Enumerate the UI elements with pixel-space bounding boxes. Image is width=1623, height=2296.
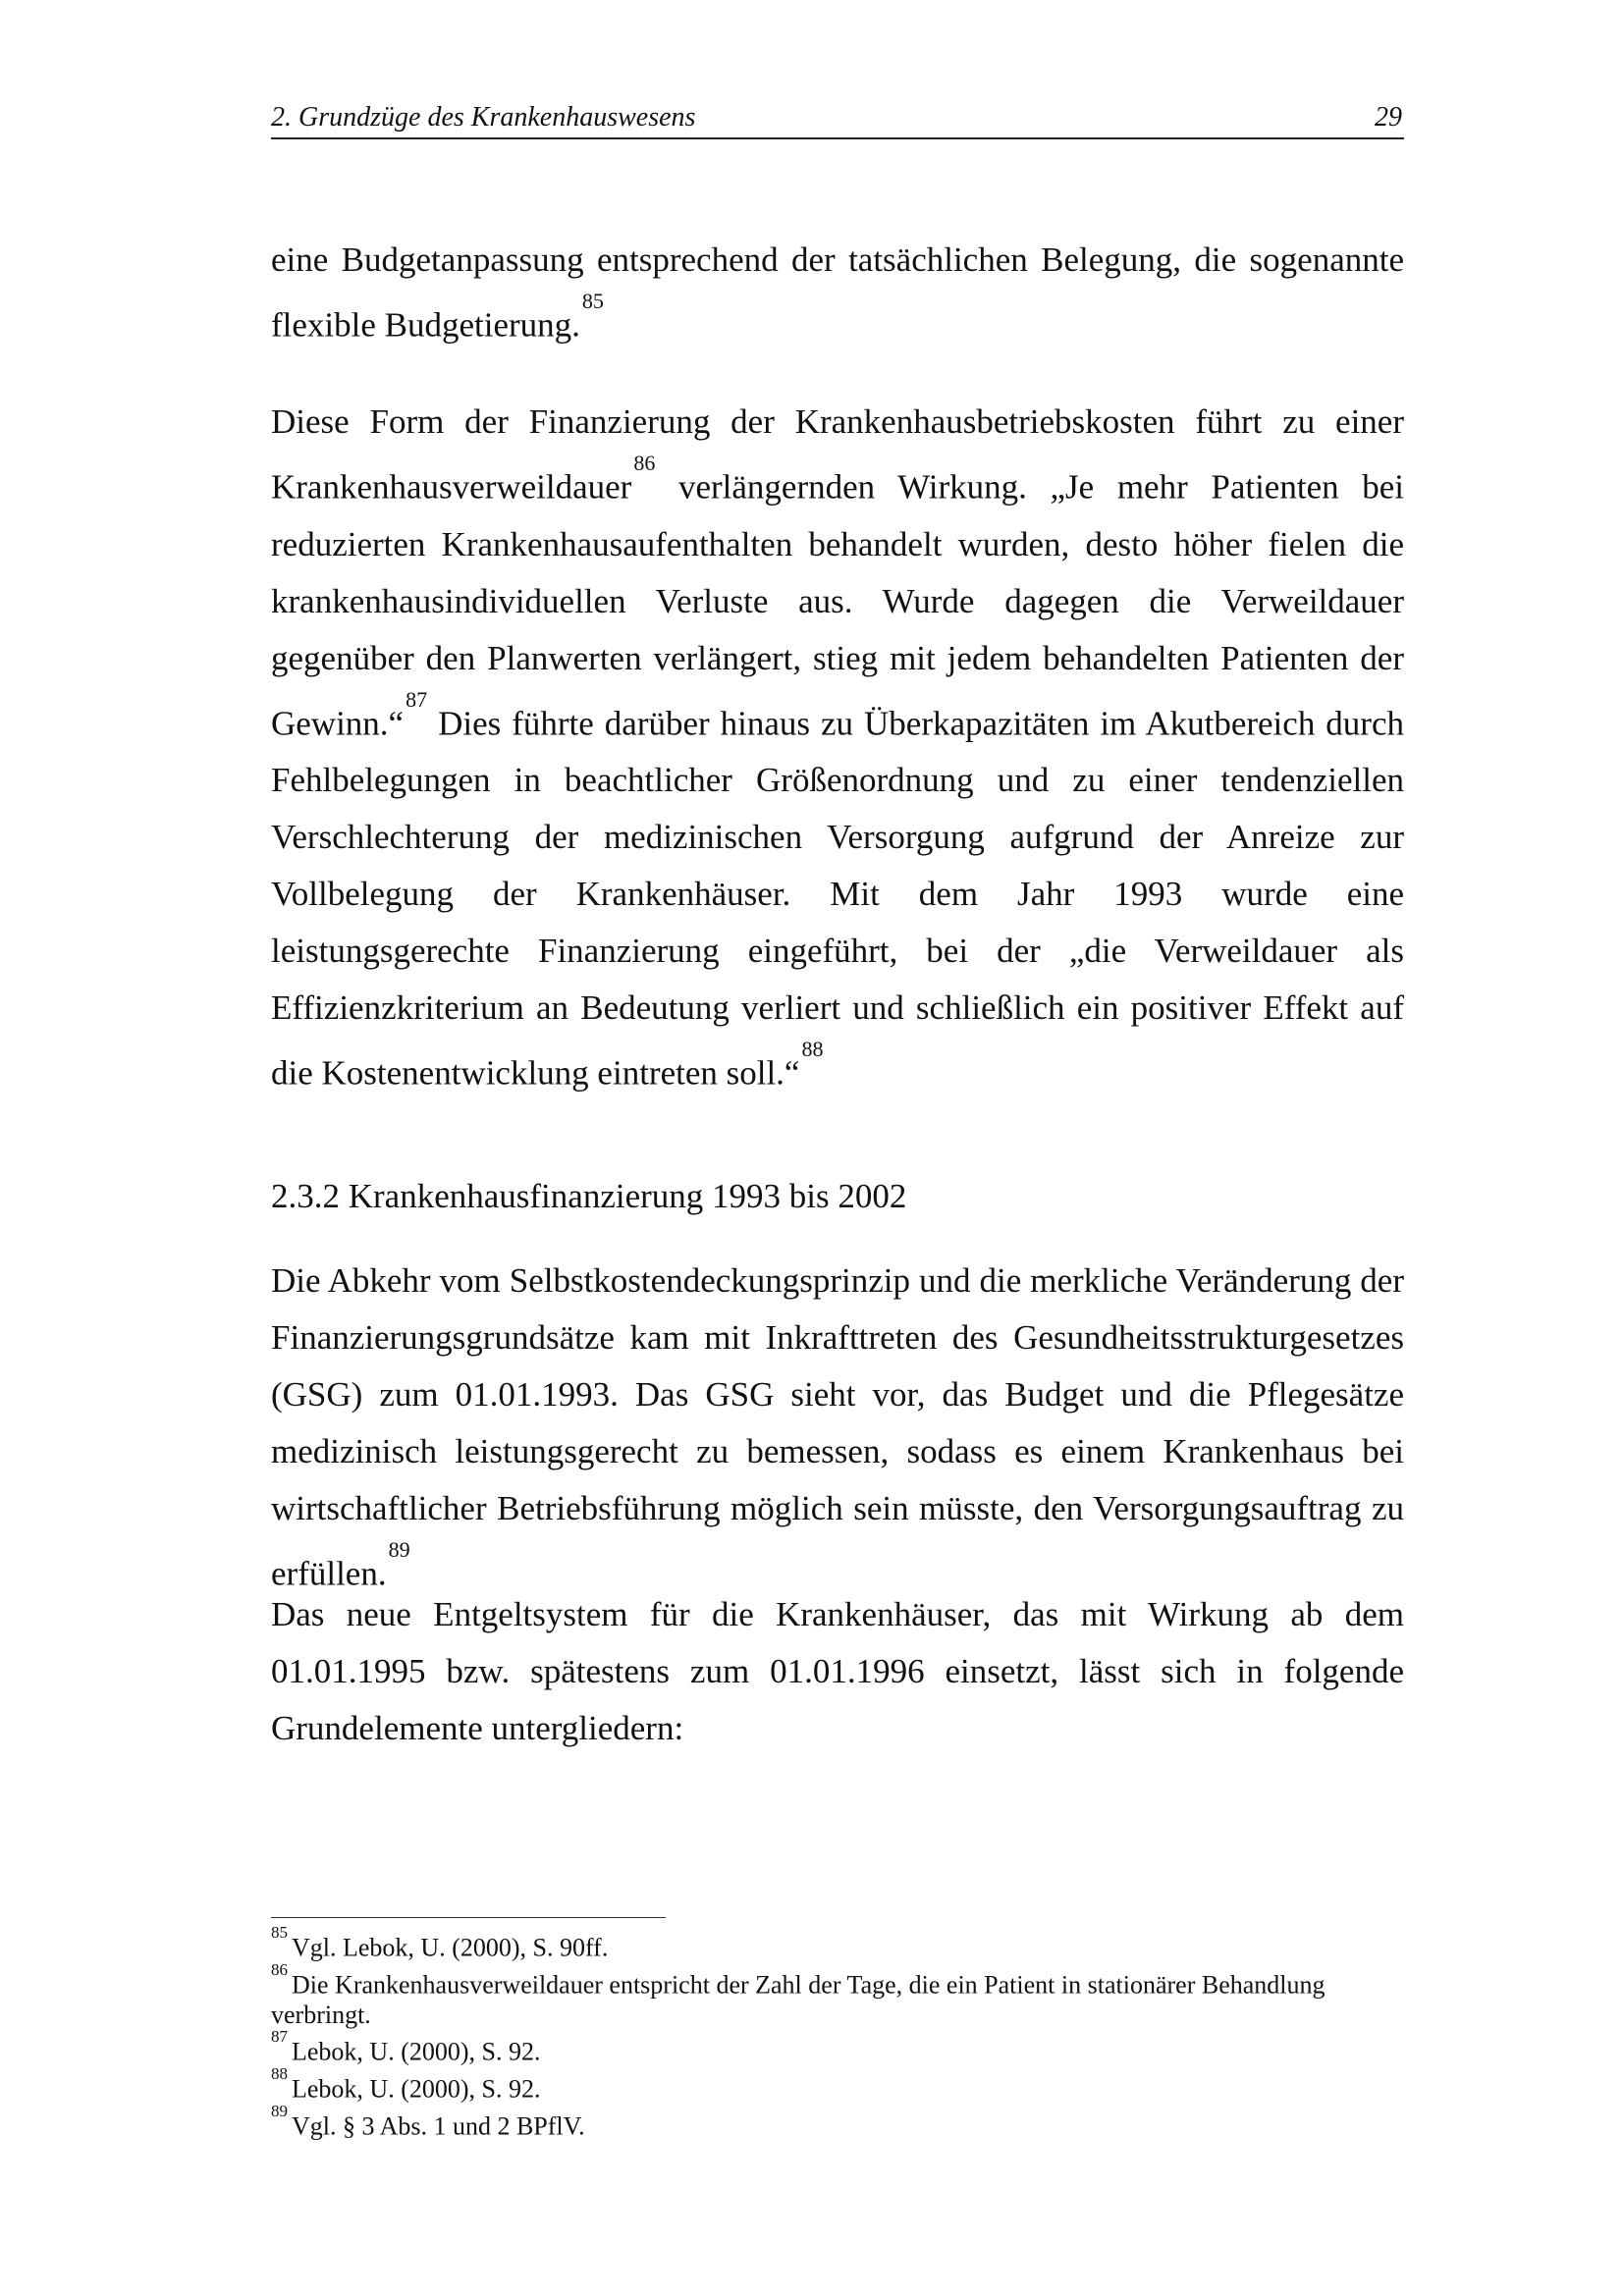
footnote-89 bbox=[271, 2101, 1404, 2142]
footnote-87 bbox=[271, 2027, 1404, 2067]
footnote-ref-88[interactable]: 88 bbox=[801, 1037, 824, 1062]
footnote-number: 88 bbox=[271, 2063, 288, 2083]
paragraph-2-text-c: Dies führte darüber hinaus zu Überkapazitäten im Akutbereich durch Fehlbelegungen in beachtlicher Größenordnung und zu einer tendenziellen Verschlechterung der medizinischen Versorgung aufgrund der Anreize zur Vollbelegung der Krankenhäuser. Mit dem Jahr 1993 wurde eine leistungsgerechte Finanzierung eingeführt, bei der „die Verweildauer als Effizienzkriterium an Bedeutung verliert und schließlich ein positiver Effekt auf die Kostenentwicklung eintreten soll.“ bbox=[271, 704, 1404, 1093]
paragraph-1 bbox=[271, 232, 1404, 354]
footnote-88 bbox=[271, 2063, 1404, 2105]
paragraph-1-text: eine Budgetanpassung entsprechend der tatsächlichen Belegung, die sogenannte flexible Budgetierung. bbox=[271, 240, 1404, 345]
paragraph-2-text-a: Diese Form der Finanzierung der Krankenhausbetriebskosten führt zu einer Krankenhausverweildauer bbox=[271, 402, 1404, 507]
footnote-ref-85[interactable]: 85 bbox=[581, 289, 604, 313]
page-header bbox=[271, 98, 1404, 139]
running-title: 2. Grundzüge des Krankenhauswesens bbox=[271, 102, 696, 133]
paragraph-3-text: Die Abkehr vom Selbstkostendeckungsprinzip und die merkliche Veränderung der Finanzierungsgrundsätze kam mit Inkrafttreten des Gesundheitsstrukturgesetzes (GSG) zum 01.01.1993. Das GSG sieht vor, das Budget und die Pflegesätze medizinisch leistungsgerecht zu bemessen, sodass es einem Krankenhaus bei wirtschaftlicher Betriebsführung möglich sein müsste, den Versorgungsauftrag zu erfüllen. bbox=[271, 1261, 1404, 1593]
footnote-text: Vgl. Lebok, U. (2000), S. 90ff. bbox=[292, 1933, 609, 1962]
footnote-85 bbox=[271, 1923, 1404, 1963]
paragraph-4 bbox=[271, 1586, 1404, 1757]
paragraph-3 bbox=[271, 1253, 1404, 1603]
footnote-number: 89 bbox=[271, 2101, 288, 2120]
footnote-text: Vgl. § 3 Abs. 1 und 2 BPflV. bbox=[292, 2111, 585, 2141]
footnote-text: Lebok, U. (2000), S. 92. bbox=[292, 2037, 541, 2066]
footnote-number: 87 bbox=[271, 2027, 288, 2047]
page-number: 29 bbox=[1375, 102, 1402, 133]
footnote-separator bbox=[271, 1917, 666, 1918]
paragraph-4-text: Das neue Entgeltsystem für die Krankenhäuser, das mit Wirkung ab dem 01.01.1995 bzw. spätestens zum 01.01.1996 einsetzt, lässt sich in folgende Grundelemente untergliedern: bbox=[271, 1595, 1404, 1747]
paragraph-2-text-b: verlängernden Wirkung. „Je mehr Patienten bei reduzierten Krankenhausaufenthalten behandelt wurden, desto höher fielen die krankenhausindividuellen Verluste aus. Wurde dagegen die Verweildauer gegenüber den Planwerten verlängert, stieg mit jedem behandelten Patienten der Gewinn.“ bbox=[271, 467, 1404, 743]
footnote-number: 85 bbox=[271, 1923, 288, 1942]
section-heading: 2.3.2 Krankenhausfinanzierung 1993 bis 2002 bbox=[271, 1177, 907, 1215]
footnote-ref-87[interactable]: 87 bbox=[406, 686, 428, 712]
footnote-text: Die Krankenhausverweildauer entspricht der Zahl der Tage, die ein Patient in stationärer Behandlung verbringt. bbox=[271, 1970, 1325, 2030]
footnote-86 bbox=[271, 1959, 1404, 2031]
paragraph-2 bbox=[271, 394, 1404, 1102]
footnote-number: 86 bbox=[271, 1959, 288, 1979]
footnote-ref-86[interactable]: 86 bbox=[633, 451, 656, 475]
footnote-text: Lebok, U. (2000), S. 92. bbox=[292, 2074, 541, 2104]
footnotes bbox=[271, 1923, 1404, 2141]
footnote-ref-89[interactable]: 89 bbox=[388, 1537, 410, 1562]
